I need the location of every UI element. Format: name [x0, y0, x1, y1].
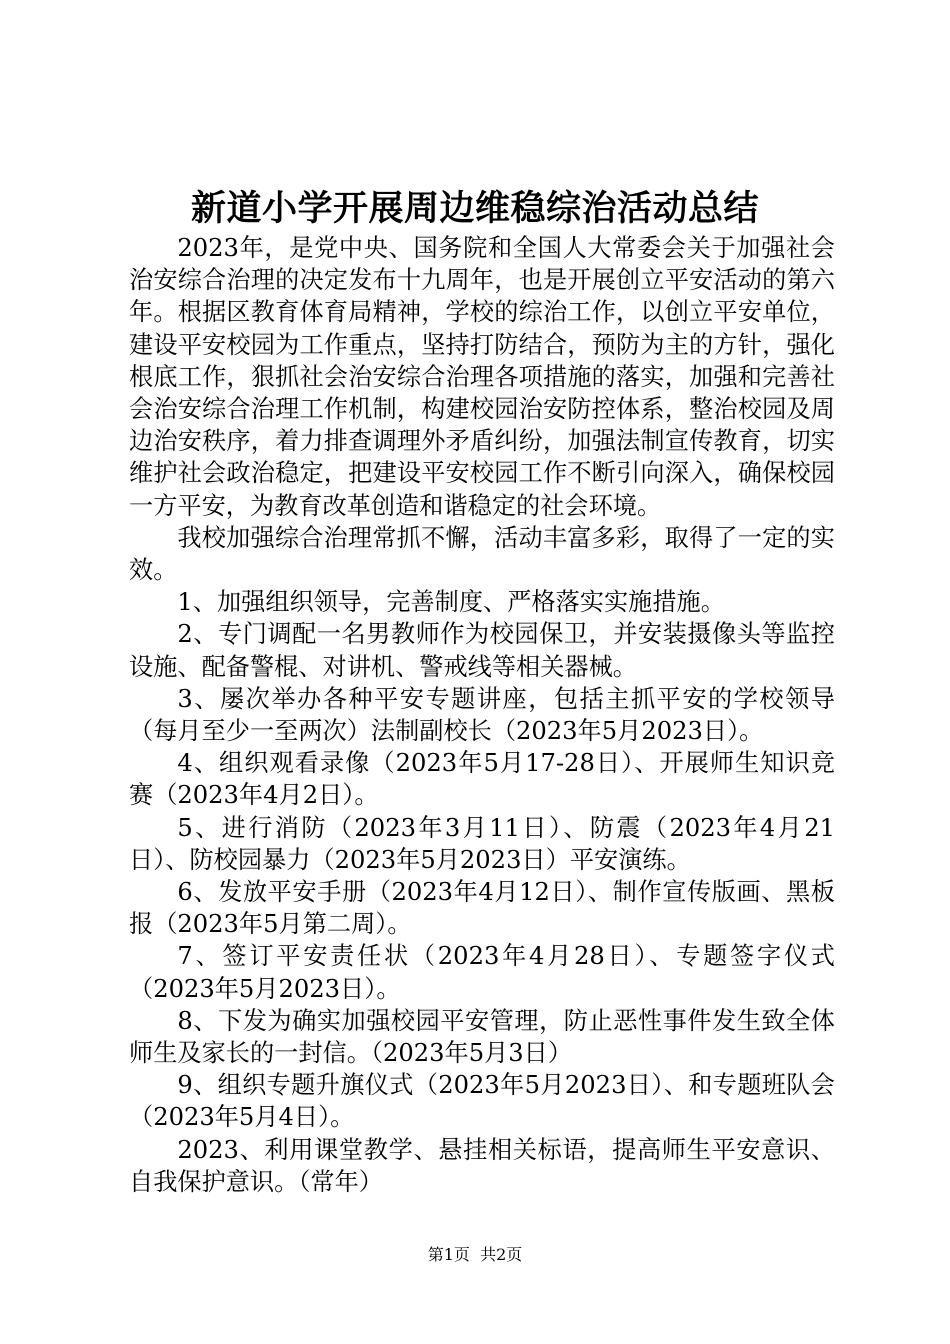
- paragraph: 2023年，是党中央、国务院和全国人大常委会关于加强社会治安综合治理的决定发布十九周年，也是开展创立平安活动的第六年。根据区教育体育局精神，学校的综治工作，以创立平安单位，建设平安校园为工作重点，坚持打防结合，预防为主的方针，强化根底工作，狠抓社会治安综合治理各项措施的落实，加强和完善社会治安综合治理工作机制，构建校园治安防控体系，整治校园及周边治安秩序，着力排查调理外矛盾纠纷，加强法制宣传教育，切实维护社会政治稳定，把建设平安校园工作不断引向深入，确保校园一方平安，为教育改革创造和谐稳定的社会环境。: [129, 234, 835, 520]
- list-item: 6、发放平安手册（2023年4月12日）、制作宣传版画、黑板报（2023年5月第二周）。: [129, 878, 835, 939]
- list-item: 1、加强组织领导，完善制度、严格落实实施措施。: [177, 588, 725, 617]
- list-item: 2、专门调配一名男教师作为校园保卫，并安装摄像头等监控设施、配备警棍、对讲机、警戒线等相关器械。: [129, 620, 835, 681]
- document-body: [129, 232, 835, 1198]
- document-title: 新道小学开展周边维稳综治活动总结: [190, 188, 759, 229]
- page-total: 共2页: [480, 1245, 523, 1264]
- page-number: 第1页: [427, 1245, 470, 1264]
- list-item: 7、签订平安责任状（2023年4月28日）、专题签字仪式（2023年5月2023日）。: [129, 942, 835, 1003]
- list-item: 5、进行消防（2023年3月11日）、防震（2023年4月21日）、防校园暴力（2023年5月2023日）平安演练。: [129, 813, 835, 874]
- list-item: 3、屡次举办各种平安专题讲座，包括主抓平安的学校领导（每月至少一至两次）法制副校长（2023年5月2023日）。: [129, 684, 835, 746]
- list-item: 4、组织观看录像（2023年5月17-28日）、开展师生知识竞赛（2023年4月2日）。: [129, 749, 835, 810]
- list-item: 8、下发为确实加强校园平安管理，防止恶性事件发生致全体师生及家长的一封信。（2023年5月3日）: [129, 1006, 835, 1068]
- paragraph: 我校加强综合治理常抓不懈，活动丰富多彩，取得了一定的实效。: [129, 523, 835, 585]
- page-footer: [0, 1244, 950, 1266]
- list-item: 9、组织专题升旗仪式（2023年5月2023日）、和专题班队会（2023年5月4日）。: [129, 1071, 835, 1132]
- list-item: 2023、利用课堂教学、悬挂相关标语，提高师生平安意识、自我保护意识。（常年）: [129, 1135, 835, 1196]
